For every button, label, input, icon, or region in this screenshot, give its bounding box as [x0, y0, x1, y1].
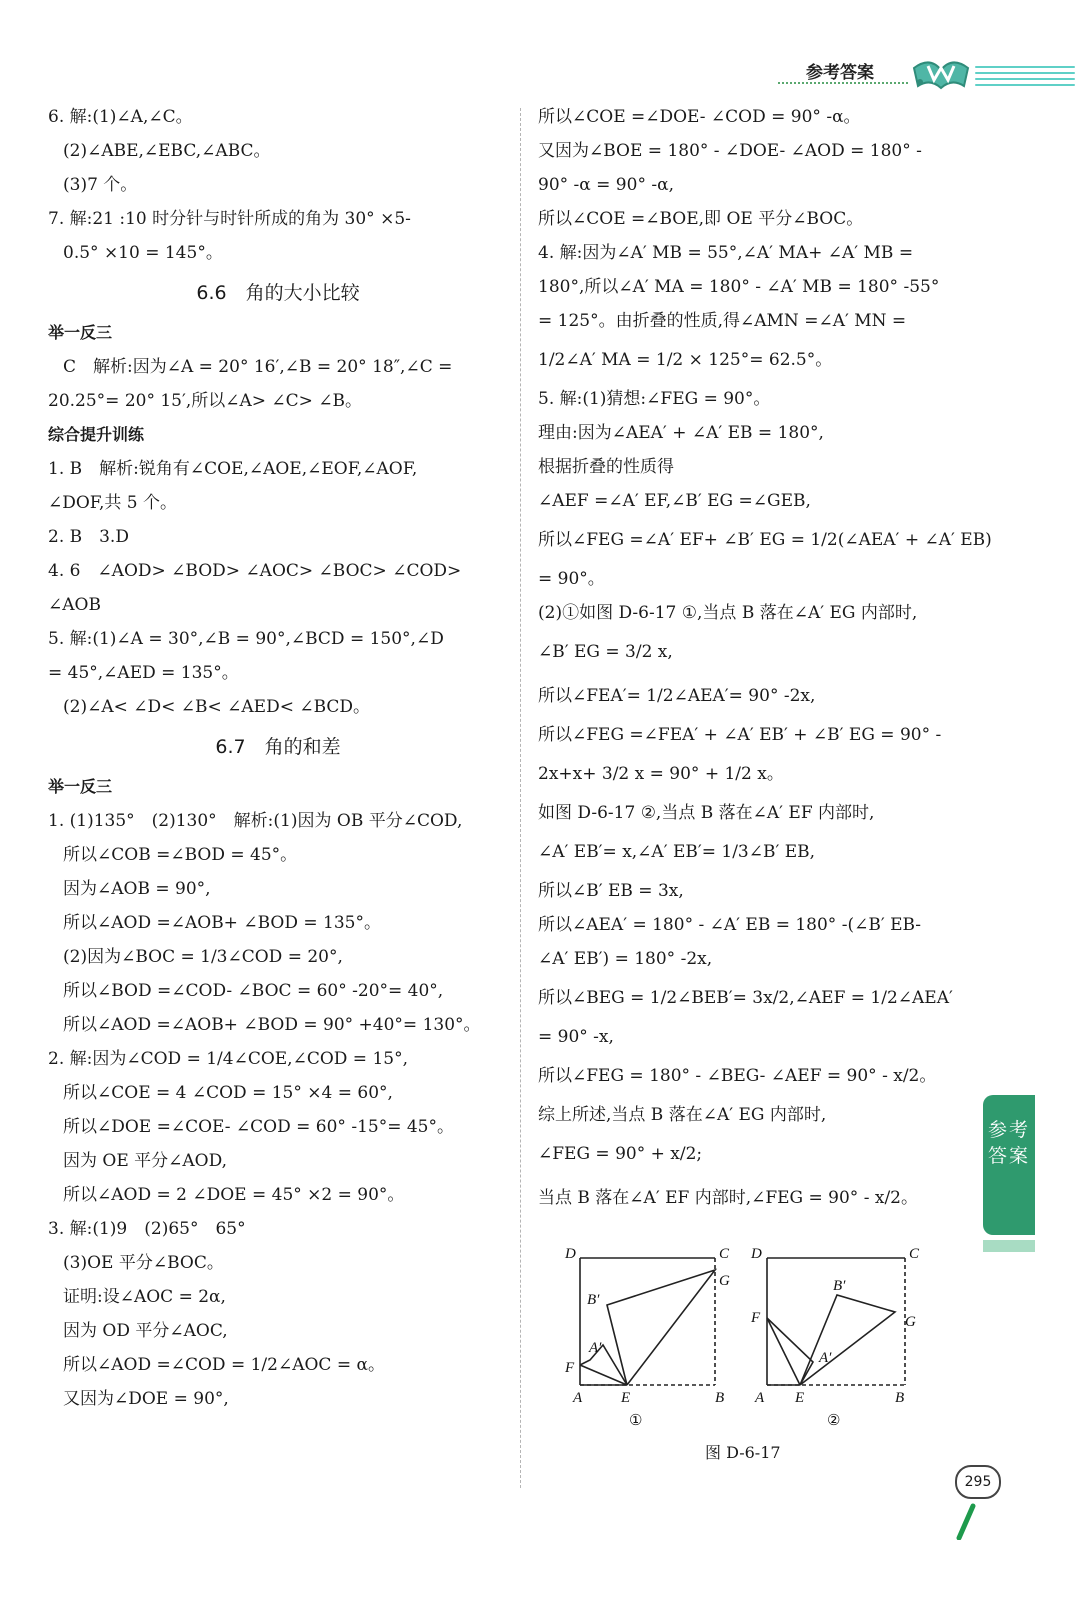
text-line: 所以∠BEG = 1/2∠BEB′= 3x/2,∠AEF = 1/2∠AEA′ — [538, 988, 953, 1008]
text-line: 所以∠BOD =∠COD- ∠BOC = 60° -20°= 40°, — [63, 981, 444, 1001]
subsection-title: 举一反三 — [48, 777, 113, 796]
text-line: 因为 OD 平分∠AOC, — [63, 1321, 228, 1341]
section-title-6-6: 6.6 角的大小比较 — [196, 282, 360, 304]
header-dotted-rule — [778, 82, 908, 84]
label-a-prime: A′ — [589, 1340, 602, 1356]
pen-stroke-icon — [955, 1500, 985, 1540]
page-number: 295 — [955, 1465, 1001, 1499]
label-b: B — [715, 1390, 725, 1406]
text-line: (2)∠ABE,∠EBC,∠ABC。 — [63, 141, 271, 161]
section-title-6-7: 6.7 角的和差 — [215, 736, 341, 758]
label-e: E — [795, 1390, 805, 1406]
text-line: 又因为∠DOE = 90°, — [63, 1389, 229, 1409]
book-logo-icon — [910, 52, 972, 92]
text-line: C 解析:因为∠A = 20° 16′,∠B = 20° 18″,∠C = — [63, 357, 453, 377]
text-line: 所以∠DOE =∠COE- ∠COD = 60° -15°= 45°。 — [63, 1117, 454, 1137]
text-line: (3)OE 平分∠BOC。 — [63, 1253, 224, 1273]
text-line: (3)7 个。 — [63, 175, 138, 195]
header-title: 参考答案 — [806, 63, 874, 83]
label-a: A — [755, 1390, 765, 1406]
text-line: 综上所述,当点 B 落在∠A′ EG 内部时, — [538, 1105, 827, 1125]
label-c: C — [719, 1246, 730, 1262]
text-line: (2)∠A< ∠D< ∠B< ∠AED< ∠BCD。 — [63, 697, 371, 717]
text-line: ∠FEG = 90° + x/2; — [538, 1144, 703, 1164]
label-g: G — [905, 1314, 916, 1330]
text-line: 所以∠COB =∠BOD = 45°。 — [63, 845, 298, 865]
label-d: D — [565, 1246, 576, 1262]
text-line: 1. (1)135° (2)130° 解析:(1)因为 OB 平分∠COD, — [48, 811, 463, 831]
text-line: 理由:因为∠AEA′ + ∠A′ EB = 180°, — [538, 423, 824, 443]
label-c: C — [909, 1246, 920, 1262]
side-tab-answers: 参考答案 — [983, 1095, 1035, 1235]
label-g: G — [719, 1273, 730, 1289]
text-line: 又因为∠BOE = 180° - ∠DOE- ∠AOD = 180° - — [538, 141, 922, 161]
text-line: 所以∠COE =∠DOE- ∠COD = 90° -α。 — [538, 107, 861, 127]
text-line: 6. 解:(1)∠A,∠C。 — [48, 107, 193, 127]
text-line: 所以∠FEA′= 1/2∠AEA′= 90° -2x, — [538, 686, 816, 706]
label-b: B — [895, 1390, 905, 1406]
text-line: 0.5° ×10 = 145°。 — [63, 243, 223, 263]
text-line: 根据折叠的性质得 — [538, 457, 674, 477]
label-figure-1: ① — [629, 1413, 643, 1429]
label-f: F — [751, 1310, 761, 1326]
side-tab-strip — [983, 1240, 1035, 1252]
text-line: 所以∠AOD =∠AOB+ ∠BOD = 90° +40°= 130°。 — [63, 1015, 481, 1035]
text-line: 所以∠B′ EB = 3x, — [538, 881, 684, 901]
figure-caption: 图 D-6-17 — [705, 1443, 781, 1462]
text-line: ∠AOB — [48, 595, 101, 615]
text-line: = 125°。由折叠的性质,得∠AMN =∠A′ MN = — [538, 311, 907, 331]
text-line: 2. 解:因为∠COD = 1/4∠COE,∠COD = 15°, — [48, 1049, 408, 1069]
label-b-prime: B′ — [587, 1292, 600, 1308]
text-line: 因为∠AOB = 90°, — [63, 879, 211, 899]
subsection-title: 举一反三 — [48, 323, 113, 342]
diagram-1 — [580, 1258, 715, 1385]
left-column — [48, 100, 508, 1416]
text-line: = 90° -x, — [538, 1027, 614, 1047]
label-f: F — [565, 1360, 575, 1376]
text-line: ∠DOF,共 5 个。 — [48, 493, 177, 513]
text-line: 所以∠AOD = 2 ∠DOE = 45° ×2 = 90°。 — [63, 1185, 405, 1205]
text-line: ∠AEF =∠A′ EF,∠B′ EG =∠GEB, — [538, 491, 811, 511]
text-line: 2x+x+ 3/2 x = 90° + 1/2 x。 — [538, 764, 784, 784]
label-e: E — [621, 1390, 631, 1406]
header-stripes — [975, 66, 1075, 90]
text-line: 所以∠AEA′ = 180° - ∠A′ EB = 180° -(∠B′ EB- — [538, 915, 922, 935]
text-line: = 45°,∠AED = 135°。 — [48, 663, 239, 683]
text-line: ∠B′ EG = 3/2 x, — [538, 642, 673, 662]
label-figure-2: ② — [827, 1413, 841, 1429]
subsection-title: 综合提升训练 — [48, 425, 145, 444]
label-b-prime: B′ — [833, 1278, 846, 1294]
text-line: 所以∠AOD =∠AOB+ ∠BOD = 135°。 — [63, 913, 381, 933]
text-line: ∠A′ EB′) = 180° -2x, — [538, 949, 713, 969]
text-line: ∠A′ EB′= x,∠A′ EB′= 1/3∠B′ EB, — [538, 842, 816, 862]
folding-diagram — [555, 1240, 935, 1440]
text-line: 所以∠FEG =∠FEA′ + ∠A′ EB′ + ∠B′ EG = 90° - — [538, 725, 942, 745]
text-line: 1/2∠A′ MA = 1/2 × 125°= 62.5°。 — [538, 350, 833, 370]
text-line: 所以∠COE = 4 ∠COD = 15° ×4 = 60°, — [63, 1083, 393, 1103]
text-line: 4. 6 ∠AOD> ∠BOD> ∠AOC> ∠BOC> ∠COD> — [48, 561, 462, 581]
label-d: D — [751, 1246, 762, 1262]
text-line: 如图 D-6-17 ②,当点 B 落在∠A′ EF 内部时, — [538, 803, 875, 823]
text-line: 所以∠COE =∠BOE,即 OE 平分∠BOC。 — [538, 209, 864, 229]
text-line: 180°,所以∠A′ MA = 180° - ∠A′ MB = 180° -55° — [538, 277, 940, 297]
text-line: 2. B 3.D — [48, 527, 129, 547]
text-line: 5. 解:(1)∠A = 30°,∠B = 90°,∠BCD = 150°,∠D — [48, 629, 444, 649]
text-line: 3. 解:(1)9 (2)65° 65° — [48, 1219, 246, 1239]
text-line: 当点 B 落在∠A′ EF 内部时,∠FEG = 90° - x/2。 — [538, 1188, 918, 1208]
right-column — [538, 100, 992, 1220]
text-line: 证明:设∠AOC = 2α, — [63, 1287, 226, 1307]
text-line: = 90°。 — [538, 569, 605, 589]
label-a-prime: A′ — [819, 1350, 832, 1366]
text-line: 所以∠FEG = 180° - ∠BEG- ∠AEF = 90° - x/2。 — [538, 1066, 937, 1086]
text-line: 所以∠FEG =∠A′ EF+ ∠B′ EG = 1/2(∠AEA′ + ∠A′ EB) — [538, 530, 992, 550]
text-line: 所以∠AOD =∠COD = 1/2∠AOC = α。 — [63, 1355, 385, 1375]
text-line: 20.25°= 20° 15′,所以∠A> ∠C> ∠B。 — [48, 391, 363, 411]
text-line: 5. 解:(1)猜想:∠FEG = 90°。 — [538, 389, 771, 409]
text-line: 90° -α = 90° -α, — [538, 175, 674, 195]
text-line: 7. 解:21 :10 时分针与时针所成的角为 30° ×5- — [48, 209, 411, 229]
text-line: 4. 解:因为∠A′ MB = 55°,∠A′ MA+ ∠A′ MB = — [538, 243, 914, 263]
text-line: (2)①如图 D-6-17 ①,当点 B 落在∠A′ EG 内部时, — [538, 603, 918, 623]
text-line: 因为 OE 平分∠AOD, — [63, 1151, 228, 1171]
column-divider — [520, 108, 521, 1488]
text-line: 1. B 解析:锐角有∠COE,∠AOE,∠EOF,∠AOF, — [48, 459, 418, 479]
figure-d-6-17 — [555, 1240, 935, 1480]
text-line: (2)因为∠BOC = 1/3∠COD = 20°, — [63, 947, 343, 967]
page-header — [720, 52, 1086, 92]
label-a: A — [573, 1390, 583, 1406]
